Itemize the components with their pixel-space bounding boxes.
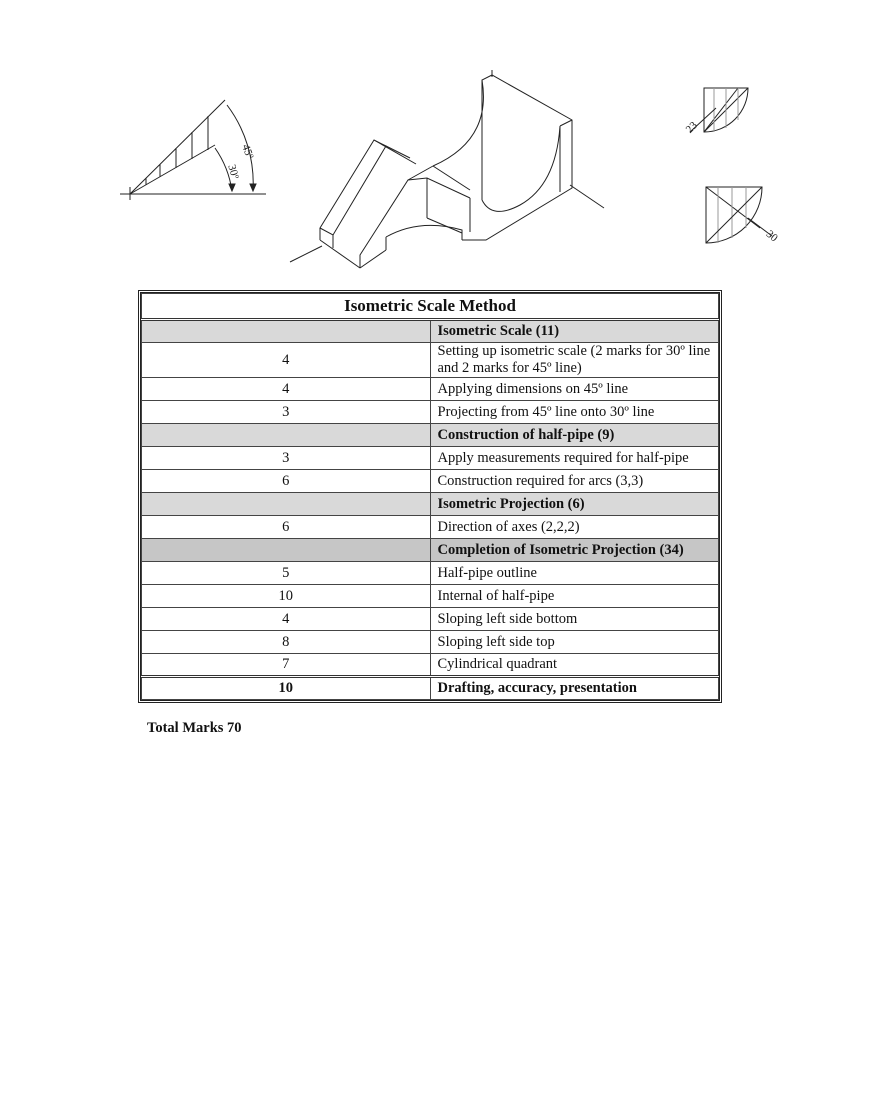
marks-cell <box>142 320 431 343</box>
marks-cell: 3 <box>142 447 431 470</box>
table-row <box>142 470 719 493</box>
marks-cell: 4 <box>142 608 431 631</box>
description-cell: Apply measurements required for half-pipe <box>430 447 719 470</box>
description-cell: Sloping left side bottom <box>430 608 719 631</box>
marks-cell <box>142 539 431 562</box>
description-cell: Isometric Projection (6) <box>430 493 719 516</box>
table-row <box>142 378 719 401</box>
marks-cell: 10 <box>142 585 431 608</box>
description-cell: Drafting, accuracy, presentation <box>430 677 719 700</box>
description-cell: Projecting from 45º line onto 30º line <box>430 401 719 424</box>
isometric-scale-diagram <box>120 100 266 200</box>
section-header-row <box>142 320 719 343</box>
dimension-30-label: 30 <box>763 228 780 245</box>
description-cell: Internal of half-pipe <box>430 585 719 608</box>
marks-cell: 10 <box>142 677 431 700</box>
marks-cell: 4 <box>142 378 431 401</box>
marks-cell: 4 <box>142 343 431 378</box>
description-cell: Construction required for arcs (3,3) <box>430 470 719 493</box>
angle-45-label: 45º <box>239 142 256 161</box>
table-title-row <box>142 294 719 320</box>
table-row <box>142 585 719 608</box>
description-cell: Cylindrical quadrant <box>430 654 719 677</box>
section-header-row <box>142 493 719 516</box>
dimension-23-label: 23 <box>683 119 700 136</box>
table-title: Isometric Scale Method <box>142 294 719 320</box>
table-row <box>142 608 719 631</box>
description-cell: Sloping left side top <box>430 631 719 654</box>
table-row <box>142 447 719 470</box>
description-cell: Completion of Isometric Projection (34) <box>430 539 719 562</box>
marking-scheme-table <box>138 290 722 703</box>
description-cell: Applying dimensions on 45º line <box>430 378 719 401</box>
marks-cell: 6 <box>142 470 431 493</box>
marks-cell: 3 <box>142 401 431 424</box>
marks-cell: 6 <box>142 516 431 539</box>
quadrant-23-diagram <box>684 88 748 136</box>
section-header-row <box>142 424 719 447</box>
isometric-block-drawing <box>290 70 604 268</box>
marks-cell <box>142 493 431 516</box>
total-marks: Total Marks 70 <box>147 720 242 736</box>
marks-cell: 5 <box>142 562 431 585</box>
description-cell: Half-pipe outline <box>430 562 719 585</box>
table-row <box>142 654 719 677</box>
marks-cell <box>142 424 431 447</box>
description-cell: Direction of axes (2,2,2) <box>430 516 719 539</box>
technical-drawings <box>0 0 892 290</box>
table-row <box>142 516 719 539</box>
description-cell: Isometric Scale (11) <box>430 320 719 343</box>
description-cell: Construction of half-pipe (9) <box>430 424 719 447</box>
table-row <box>142 631 719 654</box>
section-header-row <box>142 539 719 562</box>
description-cell: Setting up isometric scale (2 marks for 30º line and 2 marks for 45º line) <box>430 343 719 378</box>
table-row <box>142 343 719 378</box>
marks-cell: 8 <box>142 631 431 654</box>
table-row <box>142 562 719 585</box>
table-row <box>142 401 719 424</box>
quadrant-30-diagram <box>706 187 780 245</box>
angle-30-label: 30º <box>225 163 241 181</box>
marks-cell: 7 <box>142 654 431 677</box>
table-row <box>142 677 719 700</box>
